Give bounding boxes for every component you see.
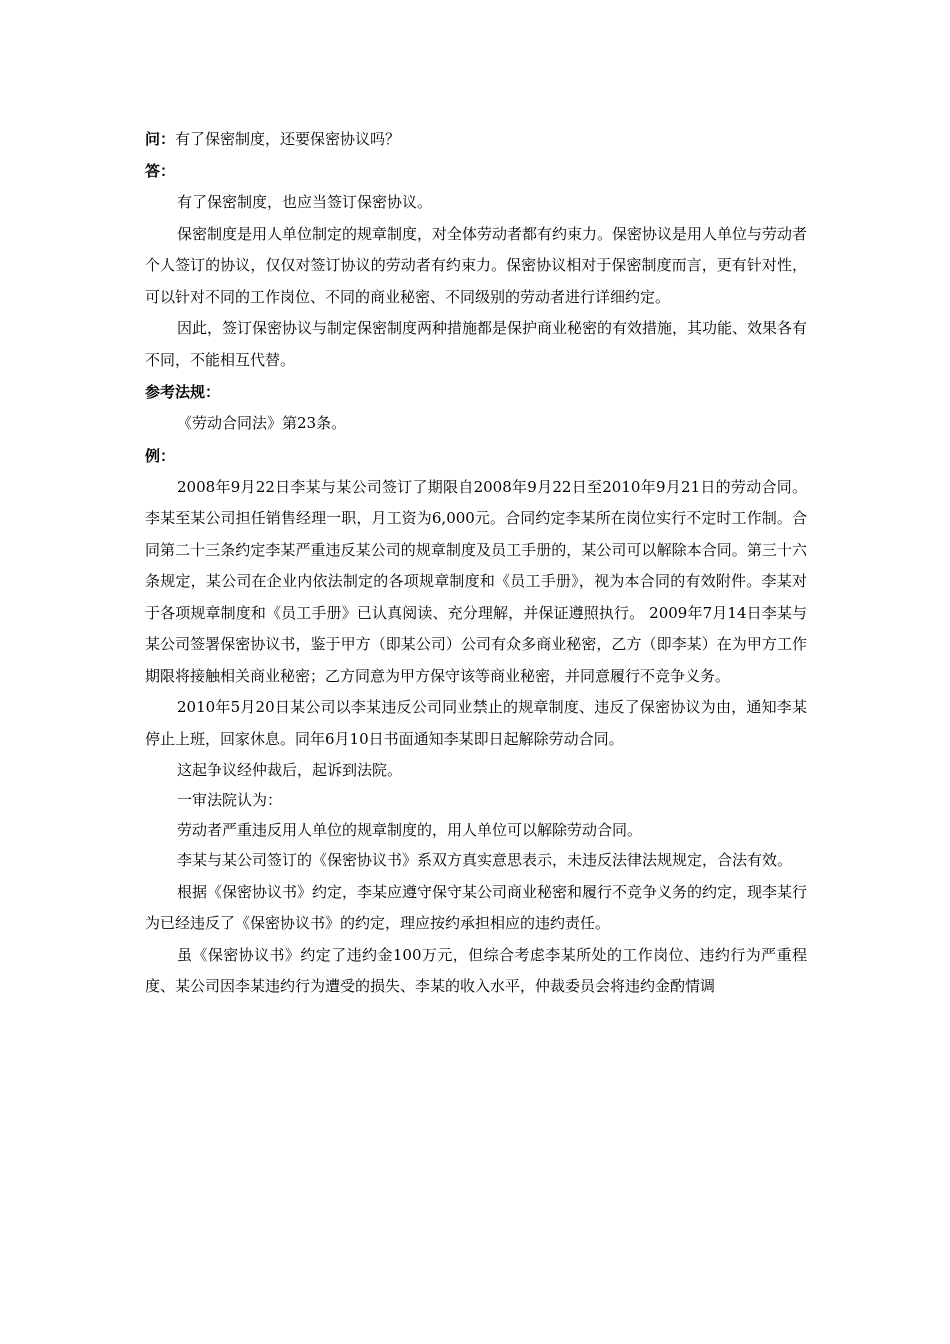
question-label: 问： xyxy=(145,130,176,148)
example-paragraph: 这起争议经仲裁后，起诉到法院。 xyxy=(177,761,403,779)
reference-paragraph: 《劳动合同法》第23条。 xyxy=(177,414,347,432)
example-paragraph: 李某与某公司签订的《保密协议书》系双方真实意思表示，未违反法律法规规定，合法有效。 xyxy=(177,851,793,869)
example-paragraph: 劳动者严重违反用人单位的规章制度的，用人单位可以解除劳动合同。 xyxy=(177,821,643,839)
example-paragraph: 虽《保密协议书》约定了违约金100万元，但综合考虑李某所处的工作岗位、违约行为严重程度、某公司因李某违约行为遭受的损失、李某的收入水平，仲裁委员会将违约金酌情调 xyxy=(145,945,807,995)
question-text: 有了保密制度，还要保密协议吗？ xyxy=(175,130,401,148)
example-paragraph: 2008年9月22日李某与某公司签订了期限自2008年9月22日至2010年9月21日的劳动合同。李某至某公司担任销售经理一职，月工资为6,000元。合同约定李某所在岗位实行不定时工作制。合同第二十三条约定李某严重违反某公司的规章制度及员工手册的，某公司可以解除本合同。第三十六条规定，某公司在企业内依法制定的各项规章制度和《员工手册》，视为本合同的有效附件。李某对于各项规章制度和《员工手册》已认真阅读、充分理解，并保证遵照执行。 2009年7月14日李某与某公司签署保密协议书，鉴于甲方（即某公司）公司有众多商业秘密，乙方（即李某）在为甲方工作期限将接触相关商业秘密；乙方同意为甲方保守该等商业秘密，并同意履行不竞争义务。 xyxy=(145,477,807,685)
document-page xyxy=(145,123,807,1003)
reference-label: 参考法规： xyxy=(145,383,221,401)
answer-paragraph: 有了保密制度，也应当签订保密协议。 xyxy=(177,193,433,211)
answer-label: 答： xyxy=(145,162,176,180)
example-label: 例： xyxy=(145,446,176,465)
question-line xyxy=(145,123,807,155)
example-paragraph: 根据《保密协议书》约定，李某应遵守保守某公司商业秘密和履行不竞争义务的约定，现李某行为已经违反了《保密协议书》的约定，理应按约承担相应的违约责任。 xyxy=(145,882,808,932)
example-paragraph: 一审法院认为： xyxy=(177,791,283,809)
answer-paragraph: 因此，签订保密协议与制定保密制度两种措施都是保护商业秘密的有效措施，其功能、效果各有不同，不能相互代替。 xyxy=(145,319,808,369)
example-paragraph: 2010年5月20日某公司以李某违反公司同业禁止的规章制度、违反了保密协议为由，通知李某停止上班，回家休息。同年6月10日书面通知李某即日起解除劳动合同。 xyxy=(145,698,807,748)
answer-paragraph: 保密制度是用人单位制定的规章制度，对全体劳动者都有约束力。保密协议是用人单位与劳动者个人签订的协议，仅仅对签订协议的劳动者有约束力。保密协议相对于保密制度而言，更有针对性，可以针对不同的工作岗位、不同的商业秘密、不同级别的劳动者进行详细约定。 xyxy=(145,224,808,306)
